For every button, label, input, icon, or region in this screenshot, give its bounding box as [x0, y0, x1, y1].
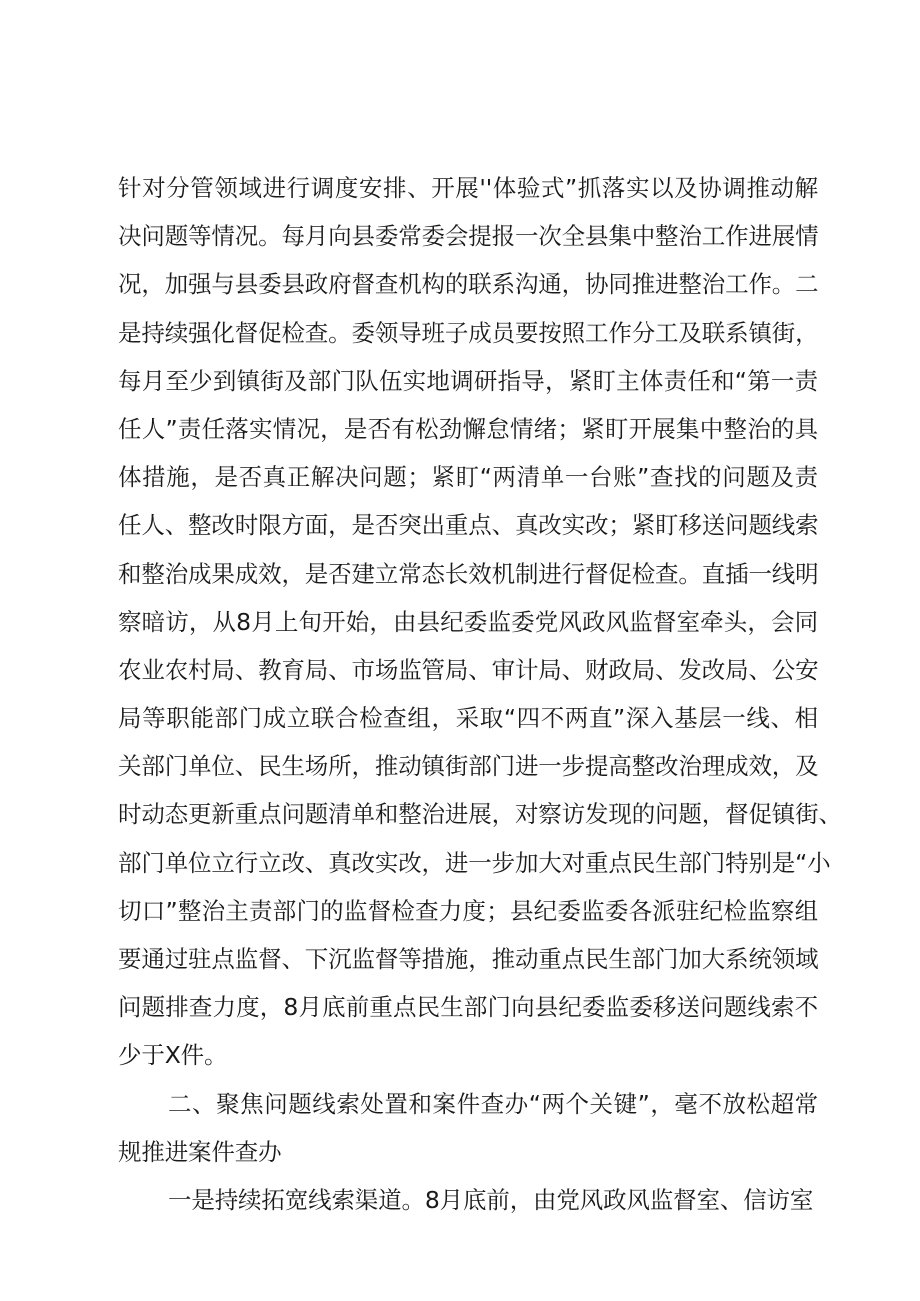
text-line: 察暗访，从8月上旬开始，由县纪委监委党风政风监督室牵头，会同 — [118, 607, 818, 636]
text-line: 任人”责任落实情况，是否有松劲懈怠情绪；紧盯开展集中整治的具 — [118, 414, 818, 443]
text-line: 决问题等情况。每月向县委常委会提报一次全县集中整治工作进展情 — [118, 222, 819, 251]
paragraph-start-line: 一是持续拓宽线索渠道。8月底前，由党风政风监督室、信访室 — [168, 1185, 814, 1214]
text-line: 农业农村局、教育局、市场监管局、审计局、财政局、发改局、公安 — [118, 655, 819, 684]
text-line: 局等职能部门成立联合检查组，采取“四不两直”深入基层一线、相 — [118, 704, 818, 733]
text-line: 是持续强化督促检查。委领导班子成员要按照工作分工及联系镇街， — [118, 318, 819, 347]
text-line: 况，加强与县委县政府督查机构的联系沟通，协同推进整治工作。二 — [118, 270, 819, 299]
section-heading-line: 二、聚焦问题线索处置和案件查办“两个关键”，毫不放松超常 — [168, 1089, 818, 1118]
paragraph-end-line: 少于X件。 — [118, 1041, 228, 1070]
text-line: 部门单位立行立改、真改实改，进一步加大对重点民生部门特别是“小 — [118, 848, 831, 877]
text-line: 时动态更新重点问题清单和整治进展，对察访发现的问题，督促镇街、 — [118, 800, 842, 829]
text-line: 针对分管领域进行调度安排、开展''体验式”抓落实以及协调推动解 — [118, 174, 818, 202]
text-line: 和整治成果成效，是否建立常态长效机制进行督促检查。直插一线明 — [118, 559, 819, 588]
section-heading-end-line: 规推进案件查办 — [118, 1137, 282, 1166]
text-line: 切口”整治主责部门的监督检查力度；县纪委监委各派驻纪检监察组 — [118, 896, 818, 925]
text-line: 每月至少到镇街及部门队伍实地调研指导，紧盯主体责任和“第一责 — [118, 366, 818, 395]
text-line: 问题排查力度，8月底前重点民生部门向县纪委监委移送问题线索不 — [118, 993, 818, 1022]
text-line: 体措施，是否真正解决问题；紧盯“两清单一台账”查找的问题及责 — [118, 463, 818, 492]
text-line: 任人、整改时限方面，是否突出重点、真改实改；紧盯移送问题线索 — [118, 511, 819, 540]
document-body — [118, 164, 842, 1224]
text-line: 要通过驻点监督、下沉监督等措施，推动重点民生部门加大系统领域 — [118, 945, 819, 973]
text-line: 关部门单位、民生场所，推动镇街部门进一步提高整改治理成效，及 — [118, 752, 819, 781]
